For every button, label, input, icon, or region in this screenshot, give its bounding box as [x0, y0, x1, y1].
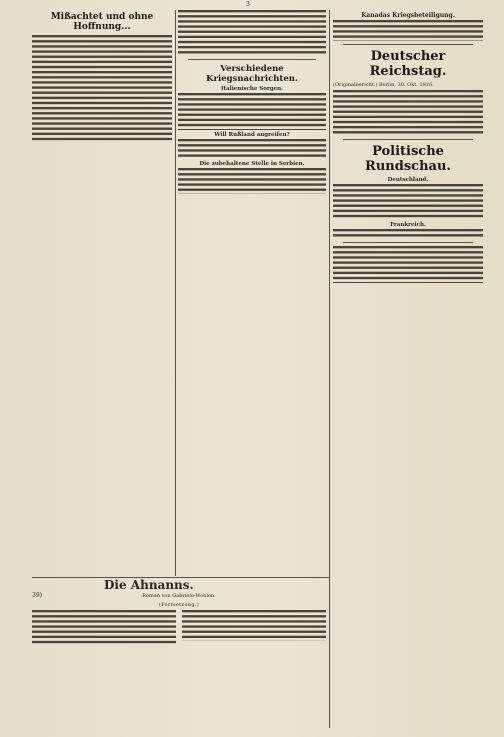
rundschau-frankreich: [333, 229, 483, 239]
subsection-deutschland: Deutschland.: [387, 177, 429, 184]
section-divider: [188, 59, 316, 60]
subsection-frankreich: Frankreich.: [390, 222, 426, 229]
serial-author: Roman von Gabriele-Wohlen.: [142, 593, 216, 599]
serial-continuation-note: (Fortsetzung.): [158, 602, 200, 608]
headline-politische-rundschau: Politische Rundschau.: [365, 144, 451, 175]
middle-column: [178, 10, 326, 576]
section-title-war-news: Verschiedene Kriegsnachrichten.: [206, 64, 298, 85]
serial-column-1: [32, 610, 176, 646]
page-number: 3: [246, 1, 250, 8]
article-continuation: [178, 10, 326, 56]
item-title-serbia: Die zubehaltene Stelle in Serbien.: [199, 161, 305, 168]
item-body-serbia: [178, 168, 326, 194]
headline-reichstag: Deutscher Reichstag.: [369, 48, 447, 79]
serial-column-2: [182, 610, 326, 641]
reichstag-report: [333, 90, 483, 136]
right-column: [333, 10, 483, 728]
section-divider: [343, 44, 473, 45]
serial-title: Die Ahnanns.: [104, 578, 194, 592]
section-divider: [343, 139, 473, 140]
item-body-russia: [178, 139, 326, 160]
item-title-italian: Italienische Sorgen.: [220, 86, 284, 93]
item-title-canada: Kanadas Kriegsbeteiligung.: [361, 12, 455, 19]
dateline: (Originalbericht.) Berlin, 30. Okt. 1916.: [333, 81, 434, 88]
serial-number: 39): [32, 592, 42, 599]
section-divider: [343, 242, 473, 243]
item-title-russia: Will Rußland angreifen?: [214, 131, 290, 138]
serial-continuation-right: [333, 246, 483, 282]
item-body-canada: [333, 20, 483, 41]
column-rule-1: [175, 10, 176, 576]
column-rule-2: [329, 10, 330, 728]
article-body: [32, 35, 172, 143]
rundschau-deutschland: [333, 184, 483, 220]
item-body-italian: [178, 93, 326, 129]
left-column: [32, 10, 172, 576]
article-headline: Mißachtet und ohne Hoffnung...: [50, 12, 154, 32]
serial-novel: [32, 578, 326, 730]
